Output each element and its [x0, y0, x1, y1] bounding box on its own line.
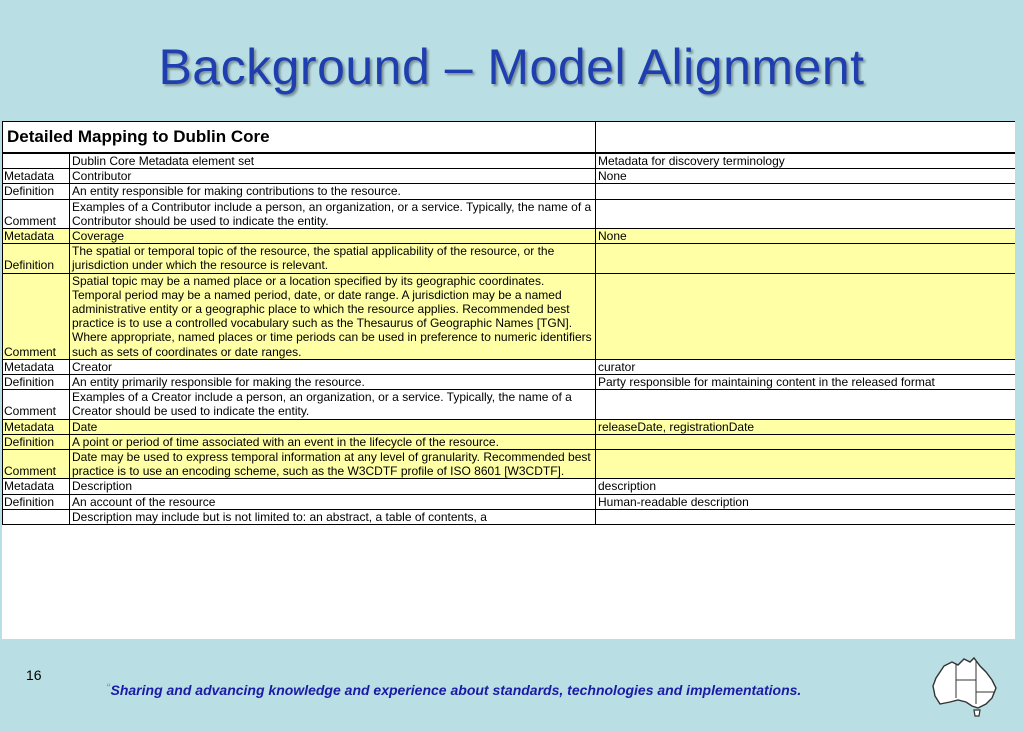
table-row: [3, 244, 1016, 273]
mapping-table-container: [2, 121, 1015, 639]
row-mapping-cell: Metadata for discovery terminology: [596, 153, 1016, 169]
row-mapping-cell: [596, 390, 1016, 419]
row-text-cell: Contributor: [70, 169, 596, 184]
row-mapping-cell: [596, 273, 1016, 359]
row-label-cell: [3, 509, 70, 524]
row-mapping-cell: Human-readable description: [596, 494, 1016, 509]
row-mapping-cell: [596, 244, 1016, 273]
row-text-cell: An account of the resource: [70, 494, 596, 509]
table-row: [3, 450, 1016, 479]
row-mapping-cell: [596, 184, 1016, 199]
page-number: 16: [26, 667, 42, 683]
mapping-table-body: [3, 122, 1016, 525]
row-label-cell: Comment: [3, 390, 70, 419]
row-mapping-cell: curator: [596, 359, 1016, 374]
row-label-cell: Comment: [3, 450, 70, 479]
row-label-cell: Comment: [3, 273, 70, 359]
row-text-cell: The spatial or temporal topic of the resource, the spatial applicability of the resource, or the jurisdiction under which the resource is relevant.: [70, 244, 596, 273]
row-mapping-cell: None: [596, 169, 1016, 184]
row-mapping-cell: None: [596, 229, 1016, 244]
table-row: [3, 434, 1016, 449]
row-text-cell: Examples of a Contributor include a person, an organization, or a service. Typically, the name of a Contributor should be used to indicate the entity.: [70, 199, 596, 228]
row-text-cell: Spatial topic may be a named place or a location specified by its geographic coordinates. Temporal period may be a named period, date, or date range. A jurisdiction may be a named administrative entity or a geographic place to which the resource applies. Recommended best practice is to use a controlled vocabulary such as the Thesaurus of Geographic Names [TGN]. Where appropriate, named places or time periods can be used in preference to numeric identifiers such as sets of coordinates or date ranges.: [70, 273, 596, 359]
row-mapping-cell: [596, 199, 1016, 228]
row-mapping-cell: description: [596, 479, 1016, 494]
row-text-cell: Description may include but is not limited to: an abstract, a table of contents, a: [70, 509, 596, 524]
row-text-cell: Dublin Core Metadata element set: [70, 153, 596, 169]
row-mapping-cell: releaseDate, registrationDate: [596, 419, 1016, 434]
row-label-cell: Definition: [3, 494, 70, 509]
row-label-cell: Metadata: [3, 419, 70, 434]
row-label-cell: Definition: [3, 375, 70, 390]
table-header-row: [3, 122, 1016, 154]
table-row: [3, 494, 1016, 509]
tagline-quote-mark: “: [106, 682, 111, 692]
row-text-cell: An entity responsible for making contributions to the resource.: [70, 184, 596, 199]
slide-title: Background – Model Alignment: [158, 39, 865, 95]
table-header-title: Detailed Mapping to Dublin Core: [3, 122, 596, 154]
row-text-cell: Description: [70, 479, 596, 494]
row-text-cell: A point or period of time associated with an event in the lifecycle of the resource.: [70, 434, 596, 449]
row-label-cell: Definition: [3, 244, 70, 273]
row-label-cell: Definition: [3, 434, 70, 449]
row-mapping-cell: [596, 450, 1016, 479]
tagline-text: Sharing and advancing knowledge and experience about standards, technologies and implementations.: [110, 682, 802, 698]
row-label-cell: Metadata: [3, 229, 70, 244]
mapping-table: [2, 121, 1015, 525]
table-row: [3, 273, 1016, 359]
table-row: [3, 359, 1016, 374]
table-row: [3, 229, 1016, 244]
table-row: [3, 375, 1016, 390]
row-text-cell: Examples of a Creator include a person, an organization, or a service. Typically, the name of a Creator should be used to indicate the entity.: [70, 390, 596, 419]
table-header-empty-cell: [596, 122, 1016, 154]
table-row: [3, 184, 1016, 199]
row-label-cell: [3, 153, 70, 169]
table-row: [3, 509, 1016, 524]
table-row: [3, 390, 1016, 419]
row-label-cell: Metadata: [3, 169, 70, 184]
row-label-cell: Metadata: [3, 479, 70, 494]
row-text-cell: Date: [70, 419, 596, 434]
tagline: [106, 682, 801, 698]
row-mapping-cell: Party responsible for maintaining content in the released format: [596, 375, 1016, 390]
row-mapping-cell: [596, 509, 1016, 524]
row-text-cell: Coverage: [70, 229, 596, 244]
table-row: [3, 153, 1016, 169]
row-label-cell: Comment: [3, 199, 70, 228]
row-label-cell: Definition: [3, 184, 70, 199]
table-row: [3, 419, 1016, 434]
row-mapping-cell: [596, 434, 1016, 449]
row-text-cell: An entity primarily responsible for making the resource.: [70, 375, 596, 390]
table-row: [3, 479, 1016, 494]
row-label-cell: Metadata: [3, 359, 70, 374]
table-row: [3, 169, 1016, 184]
row-text-cell: Date may be used to express temporal information at any level of granularity. Recommended best practice is to use an encoding scheme, such as the W3CDTF profile of ISO 8601 [W3CDTF].: [70, 450, 596, 479]
table-row: [3, 199, 1016, 228]
australia-map-icon: [930, 656, 1002, 718]
row-text-cell: Creator: [70, 359, 596, 374]
